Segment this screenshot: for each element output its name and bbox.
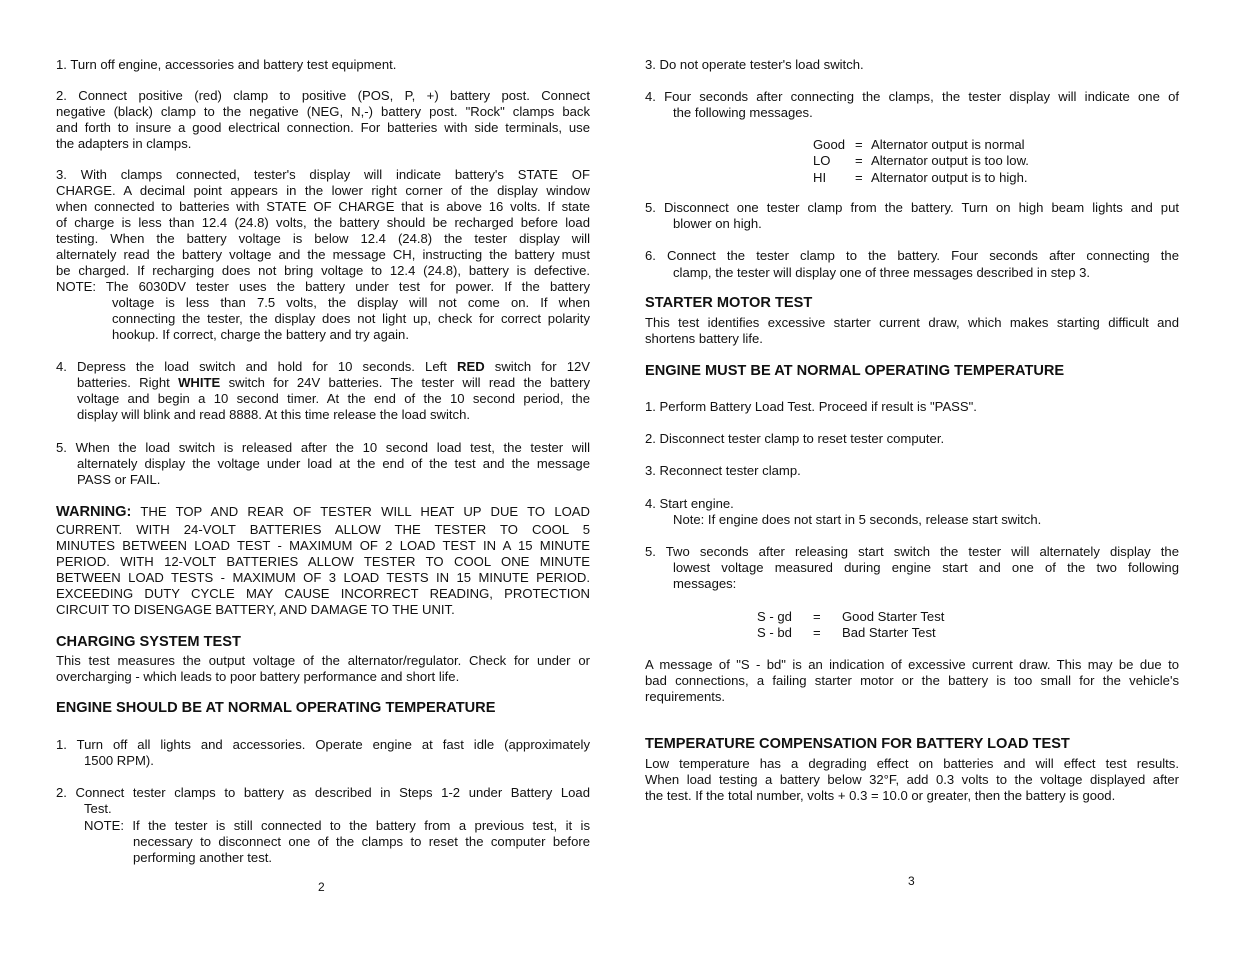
step-2-text: 2. Connect positive (red) clamp to positive (POS, P, +) battery post. Connect <box>56 88 590 103</box>
step-5-text: alternately display the voltage under load at the end of the test and the message <box>77 456 590 471</box>
warning-label: WARNING: <box>56 504 132 520</box>
charging-step-4-text: 4. Four seconds after connecting the clamps, the tester display will indicate one of <box>645 89 1179 104</box>
starter-motor-heading: STARTER MOTOR TEST <box>645 295 813 311</box>
code-equals: = <box>855 153 863 168</box>
note-text: connecting the tester, the display does not light up, check for correct polarity <box>112 311 590 326</box>
starter-summary-text: bad connections, a failing starter motor or the battery is too small for the vehicle's <box>645 673 1179 688</box>
warning-text: MINUTES BETWEEN LOAD TEST - MAXIMUM OF 2 LOAD TEST IN A 15 MINUTE <box>56 538 590 553</box>
charging-intro-text: overcharging - which leads to poor battery performance and short life. <box>56 669 460 684</box>
step-3-text: be charged. If recharging does not bring voltage to 12.4 (24.8), battery is defective. <box>56 263 590 278</box>
code-label: Good <box>813 137 846 152</box>
code-meaning: Alternator output is to high. <box>871 170 1028 185</box>
alternator-code-row <box>645 152 1179 169</box>
charging-step-2-text: Test. <box>84 801 112 816</box>
step-4-text: display will blink and read 8888. At this time release the load switch. <box>77 407 471 422</box>
warning-text: CURRENT. WITH 24-VOLT BATTERIES ALLOW THE TESTER TO COOL 5 <box>56 522 590 537</box>
step-3-text: when connected to batteries with STATE OF CHARGE that is above 16 volts. If state <box>56 199 590 214</box>
starter-code-row <box>645 624 1179 641</box>
starter-code-row <box>645 608 1179 625</box>
charging-note-text: necessary to disconnect one of the clamps to reset the computer before <box>133 834 590 849</box>
note-text: hookup. If correct, charge the battery and try again. <box>112 327 409 342</box>
charging-note-text: performing another test. <box>133 850 273 865</box>
starter-summary-text: A message of "S - bd" is an indication of excessive current draw. This may be due to <box>645 657 1179 672</box>
starter-step-4-text: 4. Start engine. <box>645 496 734 511</box>
step-3-text: CHARGE. A decimal point appears in the lower right corner of the display window <box>56 183 590 198</box>
right-page <box>645 0 1179 954</box>
step-4-text: voltage and begin a 10 second timer. At the end of the 10 second period, the <box>77 391 590 406</box>
alternator-code-row <box>645 169 1179 186</box>
code-equals: = <box>855 170 863 185</box>
charging-step-2-text: 2. Connect tester clamps to battery as described in Steps 1-2 under Battery Load <box>56 785 590 800</box>
page-number: 3 <box>908 874 915 888</box>
temperature-text: the test. If the total number, volts + 0.3 = 10.0 or greater, then the battery is good. <box>645 788 1116 803</box>
code-equals: = <box>855 137 863 152</box>
charging-step-6-text: 6. Connect the tester clamp to the battery. Four seconds after connecting the <box>645 248 1179 263</box>
charging-step-4-text: the following messages. <box>673 105 813 120</box>
starter-step-4-note: Note: If engine does not start in 5 seconds, release start switch. <box>673 512 1042 527</box>
starter-intro-text: shortens battery life. <box>645 331 763 346</box>
charging-note-text: NOTE: If the tester is still connected to the battery from a previous test, it is <box>84 818 590 833</box>
warning-text: BETWEEN LOAD TESTS - MAXIMUM OF 3 LOAD TESTS IN 15 MINUTE PERIOD. <box>56 570 590 585</box>
charging-step-5-text: blower on high. <box>673 216 762 231</box>
alternator-code-row <box>645 136 1179 153</box>
engine-temp-heading: ENGINE SHOULD BE AT NORMAL OPERATING TEMPERATURE <box>56 700 496 716</box>
red-switch-label: RED <box>457 359 485 374</box>
step-3-text: testing. When the battery voltage is below 12.4 (24.8) the tester display will <box>56 231 590 246</box>
code-label: LO <box>813 153 831 168</box>
code-equals: = <box>813 609 821 624</box>
temperature-compensation-heading: TEMPERATURE COMPENSATION FOR BATTERY LOAD TEST <box>645 736 1070 752</box>
starter-summary-text: requirements. <box>645 689 726 704</box>
charging-step-3-text: 3. Do not operate tester's load switch. <box>645 57 864 72</box>
charging-intro-text: This test measures the output voltage of the alternator/regulator. Check for under or <box>56 653 590 668</box>
step-4-text <box>56 358 590 375</box>
code-meaning: Alternator output is normal <box>871 137 1025 152</box>
step-3-text: 3. With clamps connected, tester's display will indicate battery's STATE OF <box>56 167 590 182</box>
charging-step-6-text: clamp, the tester will display one of three messages described in step 3. <box>673 265 1091 280</box>
step-3-text: of charge is less than 12.4 (24.8) volts, the battery should be recharged before load <box>56 215 590 230</box>
step-3-text: alternately read the battery voltage and the message CH, instructing the battery must <box>56 247 590 262</box>
starter-intro-text: This test identifies excessive starter current draw, which makes starting difficult and <box>645 315 1179 330</box>
note-text: NOTE: The 6030DV tester uses the battery under test for power. If the battery <box>56 279 590 294</box>
warning-text-a: THE TOP AND REAR OF TESTER WILL HEAT UP DUE TO LOAD <box>131 504 590 519</box>
charging-step-1-text: 1500 RPM). <box>84 753 154 768</box>
step-4-text-b: switch for 12V <box>484 359 590 374</box>
starter-step-1-text: 1. Perform Battery Load Test. Proceed if result is "PASS". <box>645 399 977 414</box>
temperature-text: Low temperature has a degrading effect on batteries and will effect test results. <box>645 756 1179 771</box>
starter-step-3-text: 3. Reconnect tester clamp. <box>645 463 801 478</box>
step-4-text-c: batteries. Right <box>77 375 179 390</box>
starter-step-2-text: 2. Disconnect tester clamp to reset tester computer. <box>645 431 945 446</box>
charging-step-1-text: 1. Turn off all lights and accessories. Operate engine at fast idle (approximately <box>56 737 590 752</box>
step-5-text: PASS or FAIL. <box>77 472 161 487</box>
code-label: HI <box>813 170 827 185</box>
starter-step-5-text: messages: <box>673 576 737 591</box>
step-2-text: negative (black) clamp to the negative (NEG, N,-) battery post. "Rock" clamps back <box>56 104 590 119</box>
left-page <box>56 0 590 954</box>
code-label: S - gd <box>757 609 792 624</box>
warning-text: PERIOD. WITH 12-VOLT BATTERIES ALLOW TESTER TO COOL ONE MINUTE <box>56 554 590 569</box>
page-number: 2 <box>318 880 325 894</box>
step-5-text: 5. When the load switch is released after the 10 second load test, the tester will <box>56 440 590 455</box>
step-2-text: and forth to insure a good electrical connection. For batteries with side terminals, use <box>56 120 590 135</box>
code-equals: = <box>813 625 821 640</box>
step-4-text-a: 4. Depress the load switch and hold for 10 seconds. Left <box>56 359 458 374</box>
engine-temp-heading: ENGINE MUST BE AT NORMAL OPERATING TEMPERATURE <box>645 363 1065 379</box>
step-4-text <box>77 374 590 391</box>
step-4-text-d: switch for 24V batteries. The tester will read the battery <box>220 375 591 390</box>
temperature-text: When load testing a battery below 32°F, add 0.3 volts to the voltage displayed after <box>645 772 1179 787</box>
code-meaning: Good Starter Test <box>842 609 945 624</box>
code-meaning: Alternator output is too low. <box>871 153 1029 168</box>
warning-text <box>56 503 590 520</box>
charging-system-heading: CHARGING SYSTEM TEST <box>56 634 241 650</box>
starter-step-5-text: lowest voltage measured during engine start and one of the two following <box>673 560 1179 575</box>
code-meaning: Bad Starter Test <box>842 625 936 640</box>
warning-text: EXCEEDING DUTY CYCLE MAY CAUSE INCORRECT READING, PROTECTION <box>56 586 590 601</box>
note-text: voltage is less than 7.5 volts, the display will not come on. If when <box>112 295 590 310</box>
charging-step-5-text: 5. Disconnect one tester clamp from the battery. Turn on high beam lights and put <box>645 200 1179 215</box>
code-label: S - bd <box>757 625 792 640</box>
warning-text: CIRCUIT TO DISENGAGE BATTERY, AND DAMAGE TO THE UNIT. <box>56 602 455 617</box>
step-1-text: 1. Turn off engine, accessories and battery test equipment. <box>56 57 397 72</box>
white-switch-label: WHITE <box>178 375 221 390</box>
step-2-text: the adapters in clamps. <box>56 136 192 151</box>
starter-step-5-text: 5. Two seconds after releasing start switch the tester will alternately display the <box>645 544 1179 559</box>
